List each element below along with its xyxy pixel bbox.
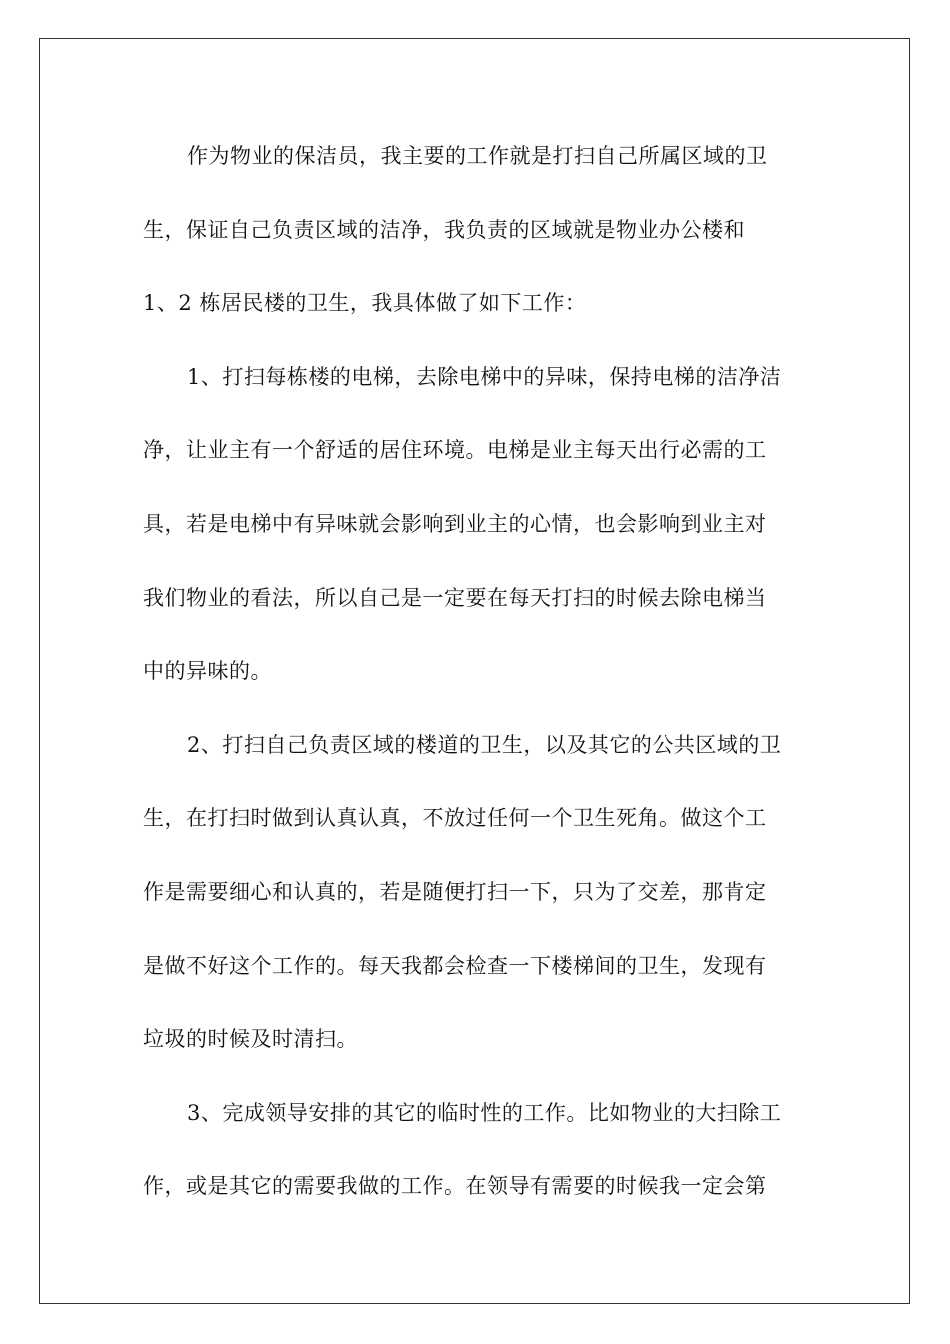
text-line: 我们物业的看法，所以自己是一定要在每天打扫的时候去除电梯当 <box>143 585 767 610</box>
document-body <box>143 120 808 1224</box>
text-line: 作是需要细心和认真的，若是随便打扫一下，只为了交差，那肯定 <box>143 879 767 904</box>
text-line: 1、2 栋居民楼的卫生，我具体做了如下工作： <box>143 291 587 316</box>
text-line: 垃圾的时候及时清扫。 <box>143 1027 358 1052</box>
text-line: 具，若是电梯中有异味就会影响到业主的心情，也会影响到业主对 <box>143 511 767 536</box>
text-line: 生，保证自己负责区域的洁净，我负责的区域就是物业办公楼和 <box>143 217 745 242</box>
text-line: 作，或是其它的需要我做的工作。在领导有需要的时候我一定会第 <box>143 1174 767 1199</box>
text-line: 1、打扫每栋楼的电梯，去除电梯中的异味，保持电梯的洁净洁 <box>187 364 782 389</box>
text-line: 是做不好这个工作的。每天我都会检查一下楼梯间的卫生，发现有 <box>143 953 767 978</box>
text-line: 作为物业的保洁员，我主要的工作就是打扫自己所属区域的卫 <box>187 144 768 168</box>
text-line: 生，在打扫时做到认真认真，不放过任何一个卫生死角。做这个工 <box>143 806 767 831</box>
text-line: 中的异味的。 <box>143 659 272 684</box>
text-line: 3、完成领导安排的其它的临时性的工作。比如物业的大扫除工 <box>187 1100 782 1125</box>
text-line: 净，让业主有一个舒适的居住环境。电梯是业主每天出行必需的工 <box>143 438 767 463</box>
text-line: 2、打扫自己负责区域的楼道的卫生，以及其它的公共区域的卫 <box>187 732 782 757</box>
